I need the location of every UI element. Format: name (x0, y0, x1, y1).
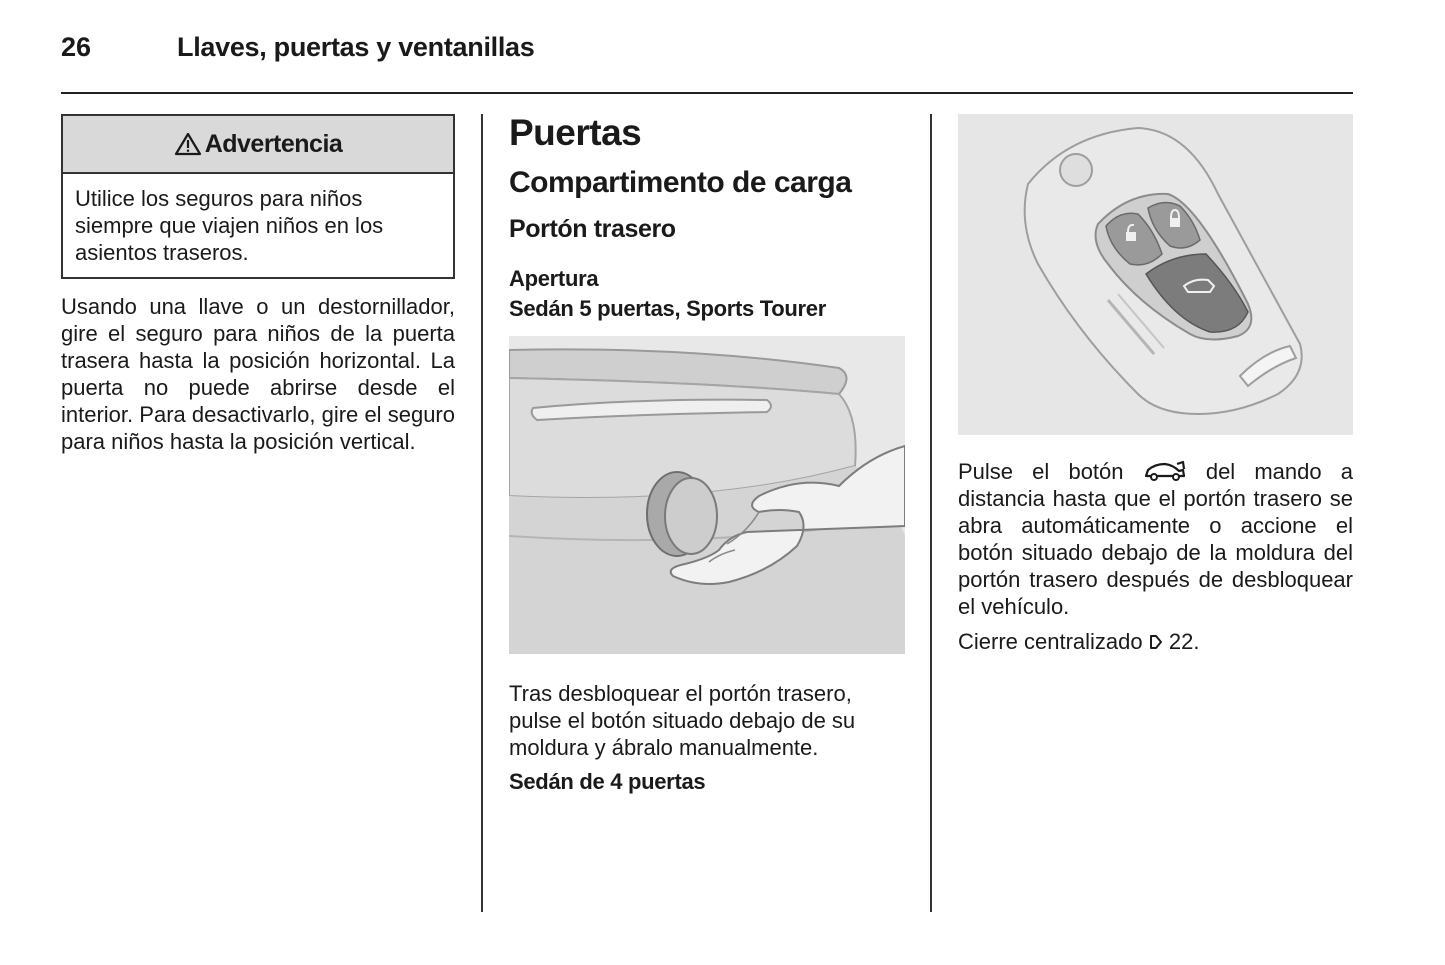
column-divider (930, 114, 932, 912)
section-title: Puertas (509, 112, 642, 153)
remote-text-end: del mando a distancia hasta que el portón trasero se abra automáticamente o accione el botón situado debajo de la moldura del portón trasero después de desbloquear el vehículo. (958, 459, 1353, 619)
tailgate-figure (509, 336, 905, 654)
page-number: 26 (61, 32, 92, 62)
reference-text: Cierre centralizado (958, 629, 1143, 654)
column-middle (509, 114, 909, 797)
child-lock-paragraph: Usando una llave o un destornillador, gire el seguro para niños de la puerta trasera hasta la posición horizontal. La puerta no puede abrirse desde el interior. Para desactivarlo, gire el seguro para niños hasta la posición vertical. (61, 294, 455, 454)
chapter-title: Llaves, puertas y ventanillas (177, 32, 535, 62)
subsection-title: Compartimento de carga (509, 166, 852, 199)
variant-heading: Sedán 5 puertas, Sports Tourer (509, 296, 827, 321)
reference-line (958, 628, 1353, 655)
page-reference-arrow-icon (1149, 632, 1163, 652)
warning-body: Utilice los seguros para niños siempre que viajen niños en los asientos traseros. (75, 186, 384, 265)
remote-key-figure (958, 114, 1353, 435)
column-divider (481, 114, 483, 912)
remote-text-start: Pulse el botón (958, 459, 1124, 484)
warning-triangle-icon (174, 132, 202, 156)
sedan-4door-heading: Sedán de 4 puertas (509, 769, 706, 794)
tailgate-hand-illustration (509, 336, 905, 654)
tailgate-paragraph: Tras desbloquear el portón trasero, pulse el botón situado debajo de su moldura y ábralo manualmente. (509, 681, 856, 760)
warning-header (63, 116, 453, 174)
reference-page: 22. (1168, 629, 1200, 654)
remote-key-illustration (958, 114, 1353, 435)
remote-paragraph (958, 458, 1353, 620)
column-left (61, 114, 455, 455)
column-right (958, 114, 1353, 655)
page-header (61, 30, 1353, 94)
warning-title: Advertencia (204, 129, 343, 158)
car-trunk-icon (1143, 460, 1187, 482)
warning-box (61, 114, 455, 279)
topic-title: Portón trasero (509, 215, 676, 243)
opening-heading: Apertura (509, 266, 599, 291)
